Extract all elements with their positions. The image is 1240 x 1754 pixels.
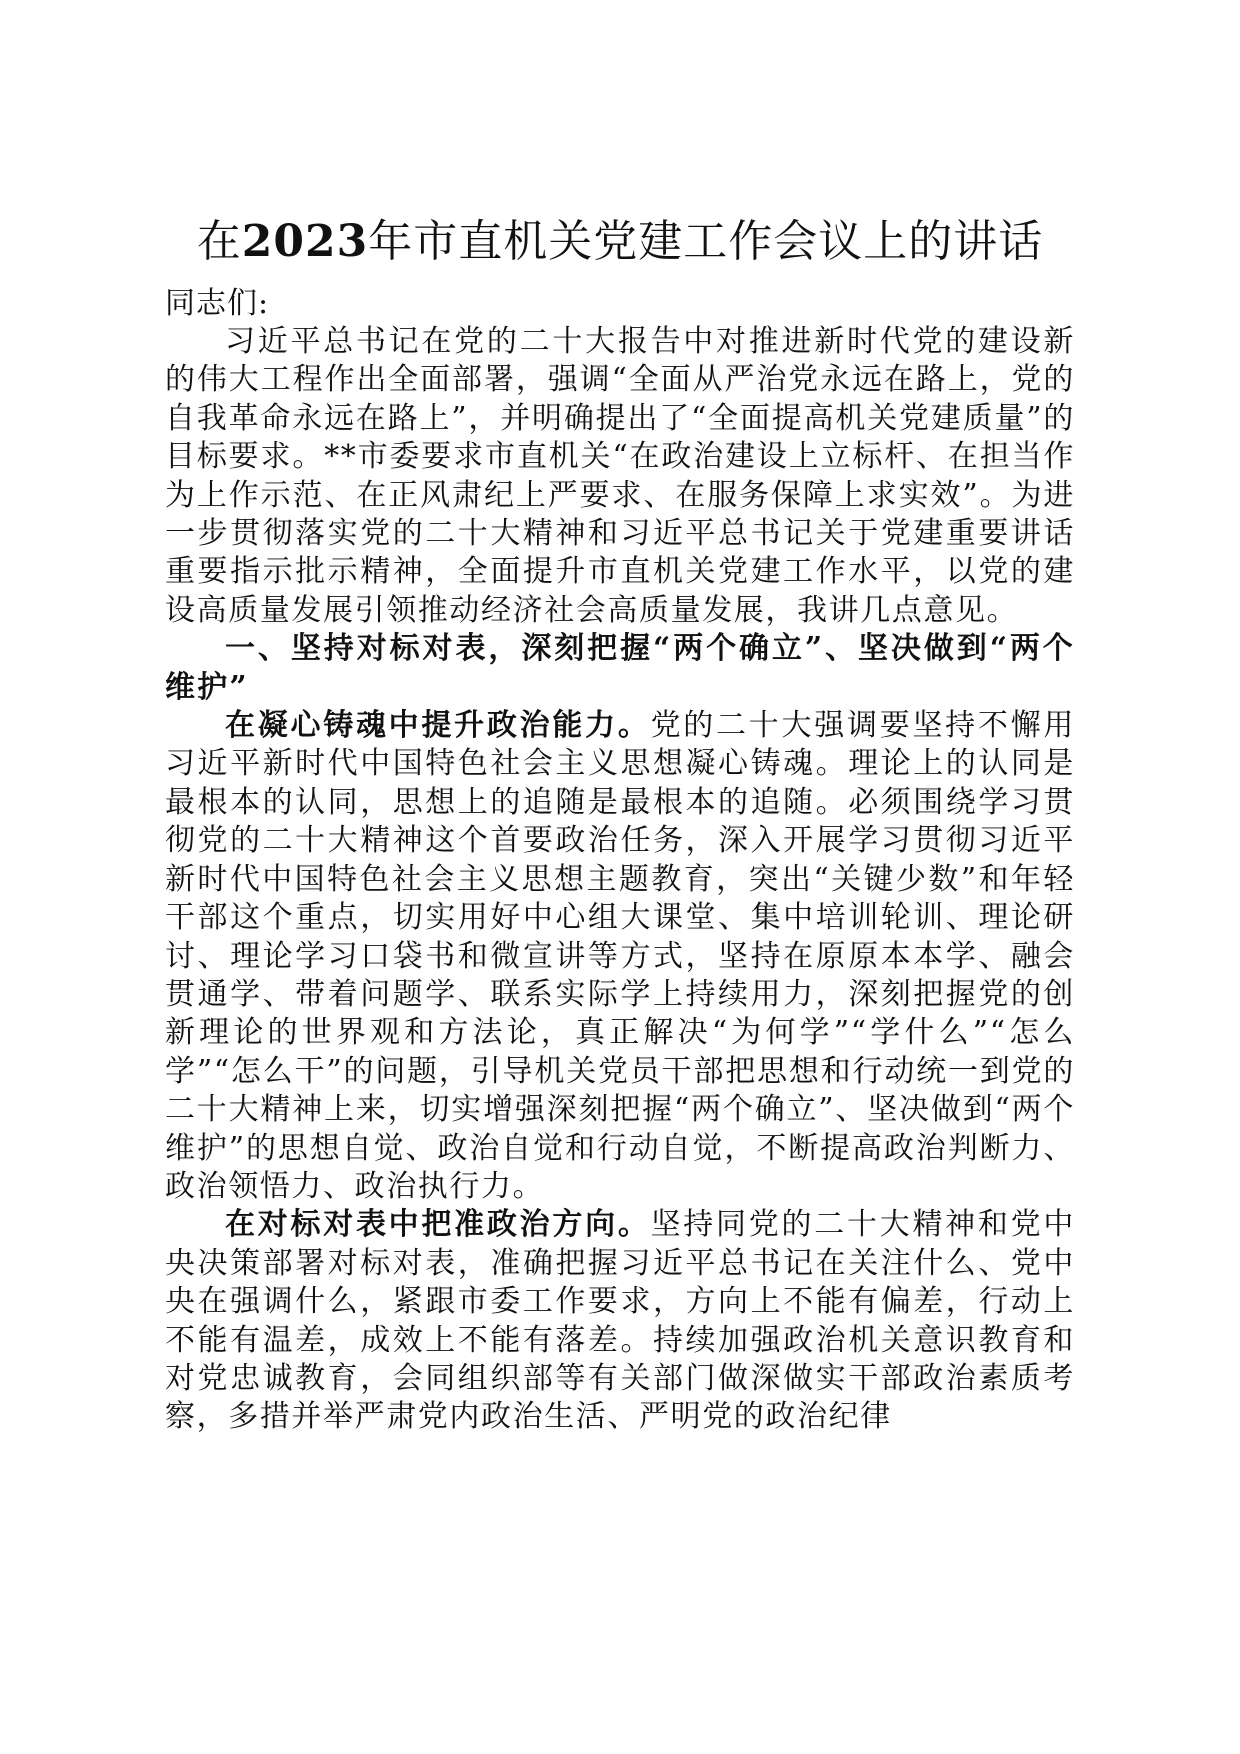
paragraph-2-text: 坚持同党的二十大精神和党中央决策部署对标对表，准确把握习近平总书记在关注什么、党中央在强调什么，紧跟市委工作要求，方向上不能有偏差，行动上不能有温差，成效上不能有落差。持续加强政治机关意识教育和对党忠诚教育，会同组织部等有关部门做深做实干部政治素质考察，多措并举严肃党内政治生活、严明党的政治纪律 xyxy=(165,1207,1075,1435)
title-suffix: 年市直机关党建工作会议上的讲话 xyxy=(368,216,1044,267)
salutation: 同志们: xyxy=(165,286,270,321)
document-body xyxy=(165,285,1075,1437)
paragraph-2-lead: 在对标对表中把准政治方向。 xyxy=(225,1207,651,1243)
paragraph-1 xyxy=(165,707,1075,1206)
title-year: 2023 xyxy=(241,216,369,267)
document-title xyxy=(160,214,1080,270)
intro-paragraph: 习近平总书记在党的二十大报告中对推进新时代党的建设新的伟大工程作出全面部署，强调“全面从严治党永远在路上，党的自我革命永远在路上”，并明确提出了“全面提高机关党建质量”的目标要求。**市委要求市直机关“在政治建设上立标杆、在担当作为上作示范、在正风肃纪上严要求、在服务保障上求实效”。为进一步贯彻落实党的二十大精神和习近平总书记关于党建重要讲话重要指示批示精神，全面提升市直机关党建工作水平，以党的建设高质量发展引领推动经济社会高质量发展，我讲几点意见。 xyxy=(165,324,1075,628)
title-prefix: 在 xyxy=(196,216,242,267)
paragraph-1-lead: 在凝心铸魂中提升政治能力。 xyxy=(225,708,651,744)
paragraph-2 xyxy=(165,1206,1075,1436)
paragraph-1-text: 党的二十大强调要坚持不懈用习近平新时代中国特色社会主义思想凝心铸魂。理论上的认同是最根本的认同，思想上的追随是最根本的追随。必须围绕学习贯彻党的二十大精神这个首要政治任务，深入开展学习贯彻习近平新时代中国特色社会主义思想主题教育，突出“关键少数”和年轻干部这个重点，切实用好中心组大课堂、集中培训轮训、理论研讨、理论学习口袋书和微宣讲等方式，坚持在原原本本学、融会贯通学、带着问题学、联系实际学上持续用力，深刻把握党的创新理论的世界观和方法论，真正解决“为何学”“学什么”“怎么学”“怎么干”的问题，引导机关党员干部把思想和行动统一到党的二十大精神上来，切实增强深刻把握“两个确立”、坚决做到“两个维护”的思想自觉、政治自觉和行动自觉，不断提高政治判断力、政治领悟力、政治执行力。 xyxy=(165,708,1075,1204)
section-heading-1: 一、坚持对标对表，深刻把握“两个确立”、坚决做到“两个维护” xyxy=(165,631,1075,705)
